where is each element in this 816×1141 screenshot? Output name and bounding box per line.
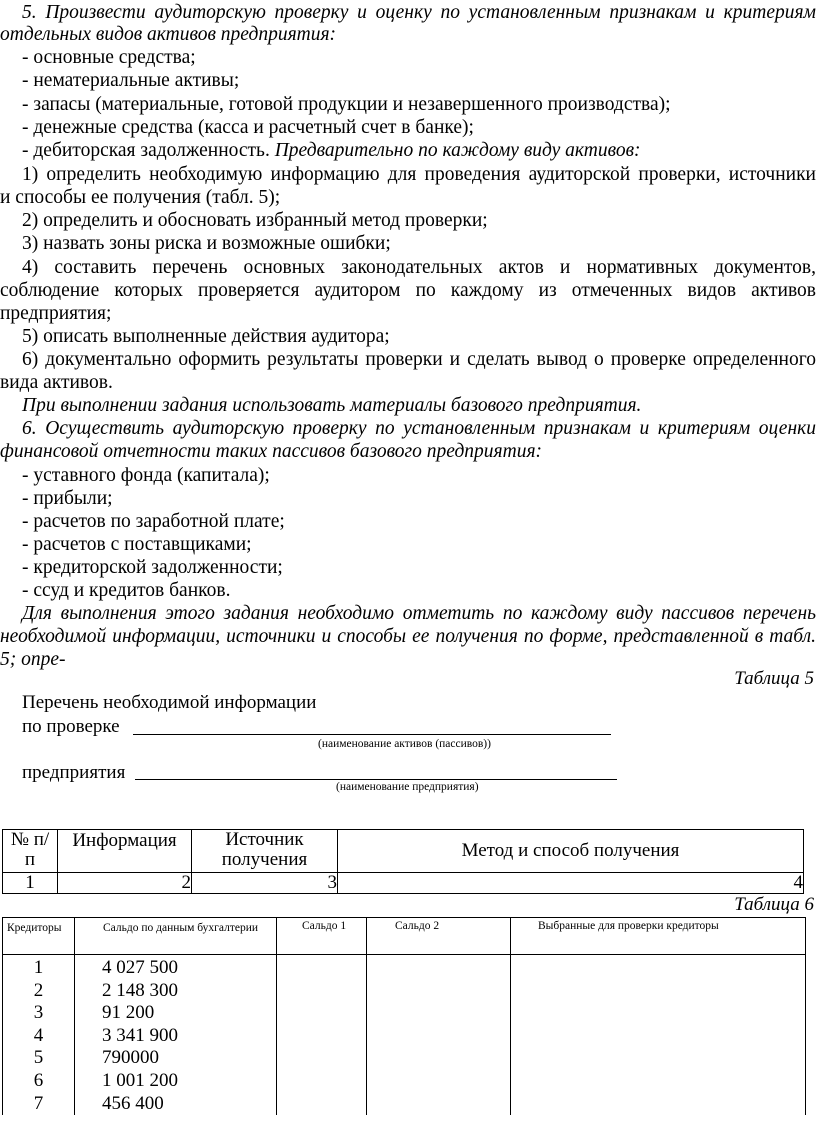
table6-row-num: 7 <box>3 1093 75 1116</box>
table5-num-1: 1 <box>3 873 58 894</box>
table6-row-num: 3 <box>3 1002 75 1025</box>
table6-row-num: 6 <box>3 1070 75 1093</box>
instruction-para: Для выполнения этого задания необходимо отметить по каждому виду пассивов перечень <box>22 603 816 624</box>
instruction-para-end: 5; опре- <box>0 649 66 670</box>
form-company-label: предприятия <box>22 762 126 783</box>
table6-row-saldo2 <box>367 955 511 980</box>
table6-row-saldo1 <box>277 980 367 1003</box>
asset-item-cash: - денежные средства (касса и расчетный счет в банке); <box>22 117 474 138</box>
table6-row-selected <box>511 1047 806 1070</box>
task6-heading-cont: финансовой отчетности таких пассивов базового предприятия: <box>0 441 543 462</box>
asset-item-intangible: - нематериальные активы; <box>22 70 240 91</box>
table5-header-source: Источник получения <box>192 830 338 873</box>
table6-header-saldo-books: Сальдо по данным бухгалтерии <box>75 918 277 955</box>
preliminary-note: Предварительно по каждому виду активов: <box>274 140 641 161</box>
table6-row-saldo: 3 341 900 <box>75 1025 277 1048</box>
table6-row <box>3 955 806 980</box>
form-company-blank <box>135 779 617 780</box>
table6-row <box>3 1002 806 1025</box>
table6-row-saldo: 1 001 200 <box>75 1070 277 1093</box>
liability-item-payables: - кредиторской задолженности; <box>22 557 283 578</box>
table6-header-saldo1: Сальдо 1 <box>277 918 367 955</box>
table5-num-2: 2 <box>58 873 192 894</box>
step-3: 3) назвать зоны риска и возможные ошибки; <box>22 233 391 254</box>
table5-number-row <box>3 873 804 894</box>
step-4-end: предприятия; <box>0 303 112 324</box>
table6-row-saldo2 <box>367 1093 511 1116</box>
liability-item-suppliers: - расчетов с поставщиками; <box>22 534 252 555</box>
asset-item-fixed: - основные средства; <box>22 47 196 68</box>
table5-num-3: 3 <box>192 873 338 894</box>
table6-row-num: 4 <box>3 1025 75 1048</box>
form-check-note: (наименование активов (пассивов)) <box>318 738 491 750</box>
step-5: 5) описать выполненные действия аудитора; <box>22 326 390 347</box>
table6-row-saldo: 456 400 <box>75 1093 277 1116</box>
task5-heading: 5. Произвести аудиторскую проверку и оценку по установленным признакам и критериям <box>22 2 816 23</box>
table6-row-saldo1 <box>277 1047 367 1070</box>
table5-caption: Таблица 5 <box>734 668 814 689</box>
table6-row-saldo1 <box>277 1093 367 1116</box>
step-2: 2) определить и обосновать избранный метод проверки; <box>22 210 488 231</box>
table6-row-num: 2 <box>3 980 75 1003</box>
table6-row-saldo2 <box>367 980 511 1003</box>
table6-row-saldo: 790000 <box>75 1047 277 1070</box>
table6-row-saldo1 <box>277 1002 367 1025</box>
table6-row <box>3 980 806 1003</box>
table6-row-saldo2 <box>367 1047 511 1070</box>
table5-num-4: 4 <box>338 873 804 894</box>
table5-header-num: № п/п <box>3 830 58 873</box>
asset-item-inventory: - запасы (материальные, готовой продукции и незавершенного производства); <box>22 94 671 115</box>
liability-item-capital: - уставного фонда (капитала); <box>22 465 270 486</box>
table6-row <box>3 1093 806 1116</box>
table6-row-saldo: 4 027 500 <box>75 955 277 980</box>
table5-header-row <box>3 830 804 873</box>
table6-row <box>3 1070 806 1093</box>
table6-row-selected <box>511 1093 806 1116</box>
form-company-note: (наименование предприятия) <box>336 781 479 793</box>
table6-row-saldo2 <box>367 1070 511 1093</box>
asset-item-receivables <box>22 140 816 162</box>
receivables-text: - дебиторская задолженность. <box>22 140 275 161</box>
form-check-blank <box>133 734 611 735</box>
step-4: 4) составить перечень основных законодательных актов и нормативных документов, <box>22 257 816 278</box>
table6-row-saldo1 <box>277 1070 367 1093</box>
table6-row <box>3 1047 806 1070</box>
table6-row-selected <box>511 1070 806 1093</box>
form-title: Перечень необходимой информации <box>22 692 317 713</box>
table6-row-num: 5 <box>3 1047 75 1070</box>
table6-row-saldo1 <box>277 1025 367 1048</box>
form-check-label: по проверке <box>22 716 120 737</box>
table6-row-saldo2 <box>367 1002 511 1025</box>
table6-row-selected <box>511 1025 806 1048</box>
table6-header-saldo2: Сальдо 2 <box>367 918 511 955</box>
task6-heading: 6. Осуществить аудиторскую проверку по установленным признакам и критериям оценки <box>22 418 816 439</box>
table6-caption: Таблица 6 <box>734 894 814 915</box>
liability-item-wages: - расчетов по заработной плате; <box>22 511 285 532</box>
liability-item-profit: - прибыли; <box>22 488 113 509</box>
table6-row-saldo: 91 200 <box>75 1002 277 1025</box>
table5 <box>2 829 804 894</box>
step-1-cont: и способы ее получения (табл. 5); <box>0 187 281 208</box>
task5-heading-cont: отдельных видов активов предприятия: <box>0 24 337 45</box>
step-6: 6) документально оформить результаты проверки и сделать вывод о проверке определенного <box>22 349 816 370</box>
table6-row-saldo2 <box>367 1025 511 1048</box>
materials-note: При выполнении задания использовать материалы базового предприятия. <box>22 395 642 416</box>
table5-header-info: Информация <box>58 830 192 873</box>
table6-row-selected <box>511 980 806 1003</box>
table6-row-saldo: 2 148 300 <box>75 980 277 1003</box>
liability-item-loans: - ссуд и кредитов банков. <box>22 580 231 601</box>
table6-header-selected: Выбранные для проверки кредиторы <box>511 918 806 955</box>
table6-header-creditors: Кредиторы <box>3 918 75 955</box>
table6-row-selected <box>511 955 806 980</box>
table6-header-row <box>3 918 806 955</box>
table6 <box>2 917 806 1115</box>
table6-row-selected <box>511 1002 806 1025</box>
step-4-cont: соблюдение которых проверяется аудитором по каждому из отмеченных видов активов <box>0 280 816 301</box>
table6-row <box>3 1025 806 1048</box>
table5-header-method: Метод и способ получения <box>338 830 804 873</box>
instruction-para-cont: необходимой информации, источники и способы ее получения по форме, представленной в табл. <box>0 626 816 647</box>
table6-row-num: 1 <box>3 955 75 980</box>
step-1: 1) определить необходимую информацию для проведения аудиторской проверки, источники <box>22 164 816 185</box>
step-6-cont: вида активов. <box>0 372 113 393</box>
table6-row-saldo1 <box>277 955 367 980</box>
